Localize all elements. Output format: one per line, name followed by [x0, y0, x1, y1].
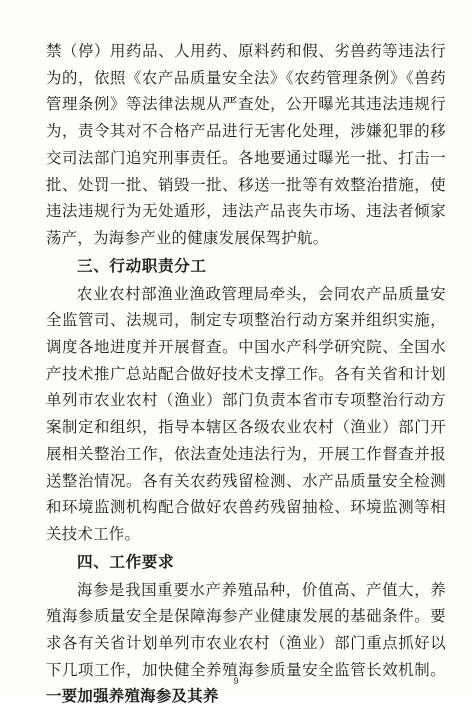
paragraph-requirements-bold-text: 一要加强养殖海参及其养: [46, 687, 219, 706]
paragraph-duties: 农业农村部渔业渔政管理局牵头，会同农产品质量安全监管司、法规司，制定专项整治行动方案并组织实施，调度各地进度并开展督查。中国水产科学研究院、全国水产技术推广总站配合做好技术支撑工作。各有关省和计划单列市农业农村（渔业）部门负责本省市专项整治行动方案制定和组织，指导本辖区各级农业农村（渔业）部门开展相关整治工作，依法查处违法行为，开展工作督查并报送整治情况。各有关农药残留检测、水产品质量安全检测和环境监测机构配合做好农兽药残留抽检、环境监测等相关技术工作。: [46, 284, 446, 543]
paragraph-requirements-text: 海参是我国重要水产养殖品种，价值高、产值大，养殖海参质量安全是保障海参产业健康发展的基础条件。要求各有关省计划单列市农业农村（渔业）部门重点抓好以下几项工作，加快健全养殖海参质量安全监管长效机制。: [46, 580, 446, 679]
page-number: 9: [233, 676, 239, 686]
paragraph-requirements: [46, 577, 446, 710]
section-heading-requirements: 四、工作要求: [77, 552, 175, 571]
section-heading-duties: 三、行动职责分工: [77, 256, 207, 275]
paragraph-continuation: 禁（停）用药品、人用药、原料药和假、劣兽药等违法行为的，依照《农产品质量安全法》《农药管理条例》《兽药管理条例》等法律法规从严查处，公开曝光其违法违规行为，责令其对不合格产品进行无害化处理，涉嫌犯罪的移交司法部门追究刑事责任。各地要通过曝光一批、打击一批、处罚一批、销毁一批、移送一批等有效整治措施，使违法违规行为无处遁形，违法产品丧失市场、违法者倾家荡产，为海参产业的健康发展保驾护航。: [46, 42, 446, 247]
document-body: [46, 38, 446, 710]
